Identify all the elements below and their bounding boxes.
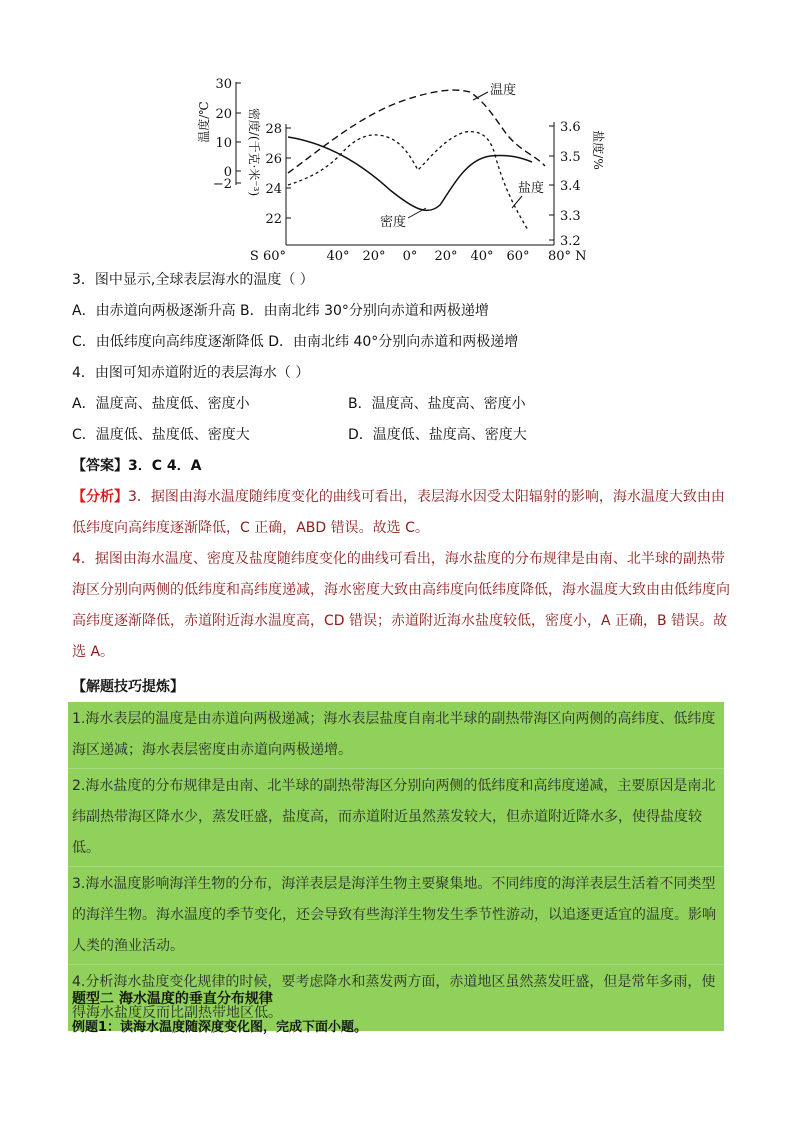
temperature-curve-label: 温度 <box>490 83 517 98</box>
latitude-ocean-properties-figure <box>190 70 610 265</box>
answer-line: 【答案】3．C 4．A <box>72 458 202 474</box>
lat-tick: 20° <box>362 249 386 264</box>
salinity-curve-label: 盐度 <box>518 181 545 196</box>
salinity-tick: 3.6 <box>560 120 581 135</box>
density-tick: 28 <box>265 122 282 137</box>
q4-option-c: C．温度低、盐度低、密度大 <box>72 427 250 443</box>
temp-tick: −2 <box>212 177 232 192</box>
salinity-axis <box>549 120 606 249</box>
tips-title: 【解题技巧提炼】 <box>72 679 184 695</box>
lat-tick: S 60° <box>249 249 286 264</box>
salinity-axis-label: 盐度/% <box>591 130 605 170</box>
salinity-tick: 3.2 <box>560 234 581 249</box>
q3-stem: 3．图中显示,全球表层海水的温度（ ） <box>72 272 314 288</box>
analysis-p1: 3．据图由海水温度随纬度变化的曲线可看出，表层海水因受太阳辐射的影响，海水温度大致由由低纬度向高纬度逐渐降低，C 正确，ABD 错误。故选 C。 <box>72 489 725 536</box>
density-tick: 24 <box>265 182 282 197</box>
density-axis-label: 密度/(千克·米⁻³) <box>247 107 261 197</box>
density-axis <box>247 108 291 245</box>
salinity-tick: 3.5 <box>560 150 581 165</box>
q4-option-a: A．温度高、盐度低、密度小 <box>72 396 250 412</box>
analysis-p2: 4．据图由海水温度、密度及盐度随纬度变化的曲线可看出，海水盐度的分布规律是由南、北半球的副热带海区分别向两侧的低纬度和高纬度递减，海水密度大致由高纬度向低纬度降低，海水温度大致由由低纬度向高纬度逐渐降低，赤道附近海水温度高，CD 错误；赤道附近海水盐度较低，密度小，A 正确，B 错误。故选 A。 <box>72 551 730 660</box>
example-prompt: 例题1：读海水温度随深度变化图，完成下面小题。 <box>72 1020 368 1035</box>
temp-tick: 20 <box>215 107 232 122</box>
q4-option-d: D．温度低、盐度高、密度大 <box>348 427 527 443</box>
temperature-curve <box>288 90 545 173</box>
q4-option-b: B．温度高、盐度高、密度小 <box>348 396 526 412</box>
q4-stem: 4．由图可知赤道附近的表层海水（ ） <box>72 365 310 381</box>
density-tick: 22 <box>265 212 282 227</box>
temp-tick: 0 <box>223 165 232 180</box>
lat-tick: 40° <box>326 249 350 264</box>
latitude-axis <box>250 245 587 264</box>
temperature-axis <box>196 77 241 192</box>
salinity-tick: 3.3 <box>560 209 581 224</box>
temp-axis-label: 温度/℃ <box>197 101 211 143</box>
lat-tick: 0° <box>402 249 418 264</box>
density-curve-label: 密度 <box>380 215 407 230</box>
salinity-tick: 3.4 <box>560 179 581 194</box>
tip-item: 1.海水表层的温度是由赤道向两极递减；海水表层盐度自南北半球的副热带海区向两侧的高纬度、低纬度海区递减；海水表层密度由赤道向两极递增。 <box>72 711 716 758</box>
lat-tick: 80° N <box>548 249 587 264</box>
tips-box <box>68 702 724 1031</box>
density-curve <box>288 137 532 210</box>
temp-tick: 30 <box>215 77 232 92</box>
q3-options-ab: A．由赤道向两极逐渐升高 B．由南北纬 30°分别向赤道和两极递增 <box>72 303 489 319</box>
lat-tick: 20° <box>434 249 458 264</box>
temp-tick: 10 <box>215 136 232 151</box>
density-tick: 26 <box>265 152 282 167</box>
tip-item: 4.分析海水盐度变化规律的时候，要考虑降水和蒸发两方面，赤道地区虽然蒸发旺盛，但是常年多雨，使得海水盐度反而比副热带地区低。 <box>68 964 724 1031</box>
tip-item: 3.海水温度影响海洋生物的分布，海洋表层是海洋生物主要聚集地。不同纬度的海洋表层生活着不同类型的海洋生物。海水温度的季节变化，还会导致有些海洋生物发生季节性游动，以追逐更适宜的温度。影响人类的渔业活动。 <box>68 866 724 964</box>
q3-options-cd: C．由低纬度向高纬度逐渐降低 D．由南北纬 40°分别向赤道和两极递增 <box>72 334 519 350</box>
lat-tick: 60° <box>506 249 530 264</box>
analysis-block <box>72 482 732 544</box>
tip-item: 2.海水盐度的分布规律是由南、北半球的副热带海区分别向两侧的低纬度和高纬度递减，主要原因是南北纬副热带海区降水少，蒸发旺盛，盐度高，而赤道附近虽然蒸发较大，但赤道附近降水多，使得盐度较低。 <box>68 768 724 866</box>
lat-tick: 40° <box>470 249 494 264</box>
section-title: 题型二 海水温度的垂直分布规律 <box>72 991 273 1007</box>
analysis-tag: 【分析】 <box>72 489 128 505</box>
